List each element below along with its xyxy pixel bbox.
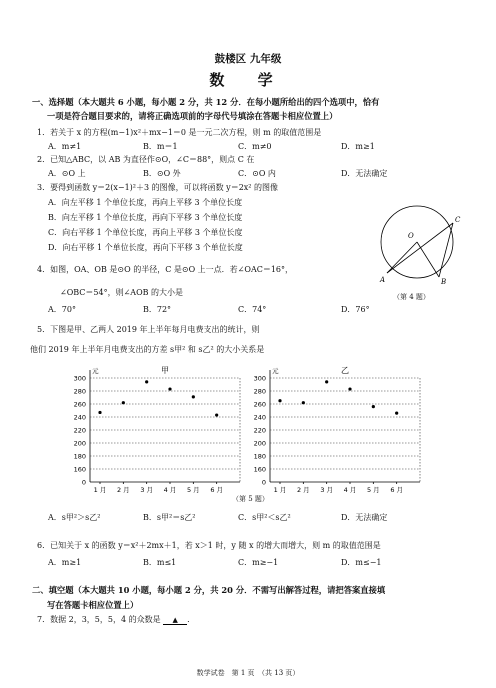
q5-caption: （第 5 题） (232, 495, 269, 503)
q5-option-c[interactable]: C．s甲²＜s乙² (238, 513, 291, 522)
y-axis-label: 元 (92, 367, 99, 375)
q7-row (37, 614, 195, 625)
q4-option-c[interactable]: C．74° (238, 305, 267, 314)
y-tick-label: 180 (73, 452, 86, 461)
x-tick-label: 4 月 (343, 486, 357, 494)
q4-option-d[interactable]: D．76° (341, 305, 370, 314)
chart-title: 甲 (161, 366, 169, 375)
chord-bc (439, 223, 453, 277)
x-tick-label: 2 月 (296, 486, 310, 494)
q5-stem-cont: 他们 2019 年上半年月电费支出的方差 s甲² 和 s乙² 的大小关系是 (30, 345, 265, 354)
chord-ac (387, 223, 453, 273)
q2-stem: 2．已知△ABC，以 AB 为直径作⊙O，∠C＝88°，则点 C 在 (37, 155, 255, 164)
q6-option-b[interactable]: B．m≤1 (143, 558, 177, 567)
q2-option-c[interactable]: C．⊙O 内 (238, 169, 276, 178)
q6-stem: 6．已知关于 x 的函数 y＝x²＋2mx＋1，若 x＞1 时，y 随 x 的增大而增大，则 m 的取值范围是 (37, 541, 381, 550)
y-tick-label: 220 (253, 426, 266, 435)
data-point (325, 380, 328, 383)
q5-option-b[interactable]: B．s甲²＝s乙² (143, 513, 196, 522)
data-point (215, 413, 218, 416)
chart-yi (240, 360, 430, 495)
x-tick-label: 6 月 (390, 486, 404, 494)
data-point (145, 380, 148, 383)
label-c: C (455, 216, 461, 224)
y-tick-label: 160 (253, 465, 266, 474)
label-b: B (441, 278, 447, 286)
x-tick-label: 4 月 (163, 486, 177, 494)
data-point (302, 401, 305, 404)
q3-option-b[interactable]: B．向左平移 1 个单位长度，再向下平移 3 个单位长度 (48, 213, 243, 222)
x-tick-label: 2 月 (116, 486, 130, 494)
y-tick-label: 260 (253, 400, 266, 409)
data-point (168, 387, 171, 390)
chart-jia (60, 360, 250, 495)
q4-figure-caption: （第 4 题） (393, 293, 430, 301)
data-point (348, 387, 351, 390)
x-tick-label: 3 月 (140, 486, 154, 494)
q6-option-c[interactable]: C．m≥−1 (238, 558, 279, 567)
q6-option-a[interactable]: A．m≥1 (48, 558, 82, 567)
data-point (122, 401, 125, 404)
q4-option-a[interactable]: A．70° (48, 305, 76, 314)
y-tick-label: 220 (73, 426, 86, 435)
y-tick-label: 200 (73, 439, 86, 448)
q1-option-b[interactable]: B．m＝1 (143, 142, 178, 151)
q3-stem: 3．要得到函数 y＝2(x−1)²＋3 的图像，可以将函数 y＝2x² 的图像 (37, 183, 279, 192)
page-footer: 数学试卷 第 1 页 （共 13 页） (196, 669, 300, 677)
q7-stem: 7．数据 2，3，5，5，4 的众数是 (37, 615, 161, 624)
radius-ob (417, 242, 439, 277)
section1-heading: 一、选择题（本大题共 6 小题，每小题 2 分，共 12 分．在每小题所给出的四个选项中，恰有 (32, 97, 380, 107)
q4-stem: 4．如图，OA、OB 是⊙O 的半径，C 是⊙O 上一点．若∠OAC＝16°， (37, 265, 294, 274)
chart-jia-svg (60, 360, 250, 495)
data-point (192, 395, 195, 398)
data-point (395, 412, 398, 415)
y-tick-label: 0 (81, 478, 86, 487)
subject-title: 数 学 (209, 71, 287, 89)
x-tick-label: 3 月 (320, 486, 334, 494)
y-tick-label: 180 (253, 452, 266, 461)
y-tick-label: 300 (253, 374, 266, 383)
q4-stem-cont: ∠OBC＝54°，则∠AOB 的大小是 (60, 288, 184, 297)
q3-option-d[interactable]: D．向右平移 1 个单位长度，再向下平移 3 个单位长度 (48, 243, 243, 252)
x-tick-label: 5 月 (366, 486, 380, 494)
q2-option-b[interactable]: B．⊙O 外 (143, 169, 181, 178)
q1-option-a[interactable]: A．m≠1 (48, 142, 82, 151)
data-point (278, 399, 281, 402)
q1-stem: 1．若关于 x 的方程(m−1)x²＋mx−1＝0 是一元二次方程，则 m 的取值范围是 (37, 128, 322, 137)
data-point (372, 405, 375, 408)
q5-option-d[interactable]: D．无法确定 (341, 513, 388, 522)
y-tick-label: 0 (261, 478, 266, 487)
q2-option-d[interactable]: D．无法确定 (341, 169, 388, 178)
x-tick-label: 6 月 (210, 486, 224, 494)
section1-heading-cont: 一项是符合题目要求的，请将正确选项前的字母代号填涂在答题卡相应位置上） (47, 111, 338, 121)
q1-option-c[interactable]: C．m≠0 (238, 142, 272, 151)
q2-option-a[interactable]: A．⊙O 上 (48, 169, 86, 178)
exam-region-grade: 鼓楼区 九年级 (214, 53, 282, 65)
radius-oa (387, 242, 417, 273)
x-tick-label: 5 月 (186, 486, 200, 494)
q1-option-d[interactable]: D．m≥1 (341, 142, 375, 151)
chart-title: 乙 (341, 366, 349, 375)
q7-end: ． (187, 615, 196, 624)
q3-option-c[interactable]: C．向右平移 1 个单位长度，再向上平移 3 个单位长度 (48, 228, 243, 237)
q4-option-b[interactable]: B．72° (143, 305, 172, 314)
q6-option-d[interactable]: D．m≤−1 (341, 558, 382, 567)
section2-heading-cont: 写在答题卡相应位置上） (47, 600, 139, 610)
label-o: O (408, 232, 414, 240)
data-point (98, 411, 101, 414)
x-tick-label: 1 月 (93, 486, 107, 494)
section2-heading: 二、填空题（本大题共 10 小题，每小题 2 分，共 20 分．不需写出解答过程，请把答案直接填 (32, 585, 386, 595)
y-tick-label: 260 (73, 400, 86, 409)
x-tick-label: 1 月 (273, 486, 287, 494)
q3-option-a[interactable]: A．向左平移 1 个单位长度，再向上平移 3 个单位长度 (48, 198, 243, 207)
chart-yi-svg (240, 360, 430, 495)
y-axis-label: 元 (272, 367, 279, 375)
q5-stem: 5．下图是甲、乙两人 2019 年上半年每月电费支出的统计，则 (37, 325, 260, 334)
label-a: A (380, 276, 386, 284)
y-tick-label: 240 (73, 413, 86, 422)
answer-blank[interactable]: ▲ (163, 616, 187, 625)
y-tick-label: 280 (253, 387, 266, 396)
y-tick-label: 200 (253, 439, 266, 448)
y-tick-label: 280 (73, 387, 86, 396)
y-tick-label: 300 (73, 374, 86, 383)
y-tick-label: 160 (73, 465, 86, 474)
q5-option-a[interactable]: A．s甲²＞s乙² (48, 513, 101, 522)
y-tick-label: 240 (253, 413, 266, 422)
q4-circle-figure (375, 205, 465, 287)
